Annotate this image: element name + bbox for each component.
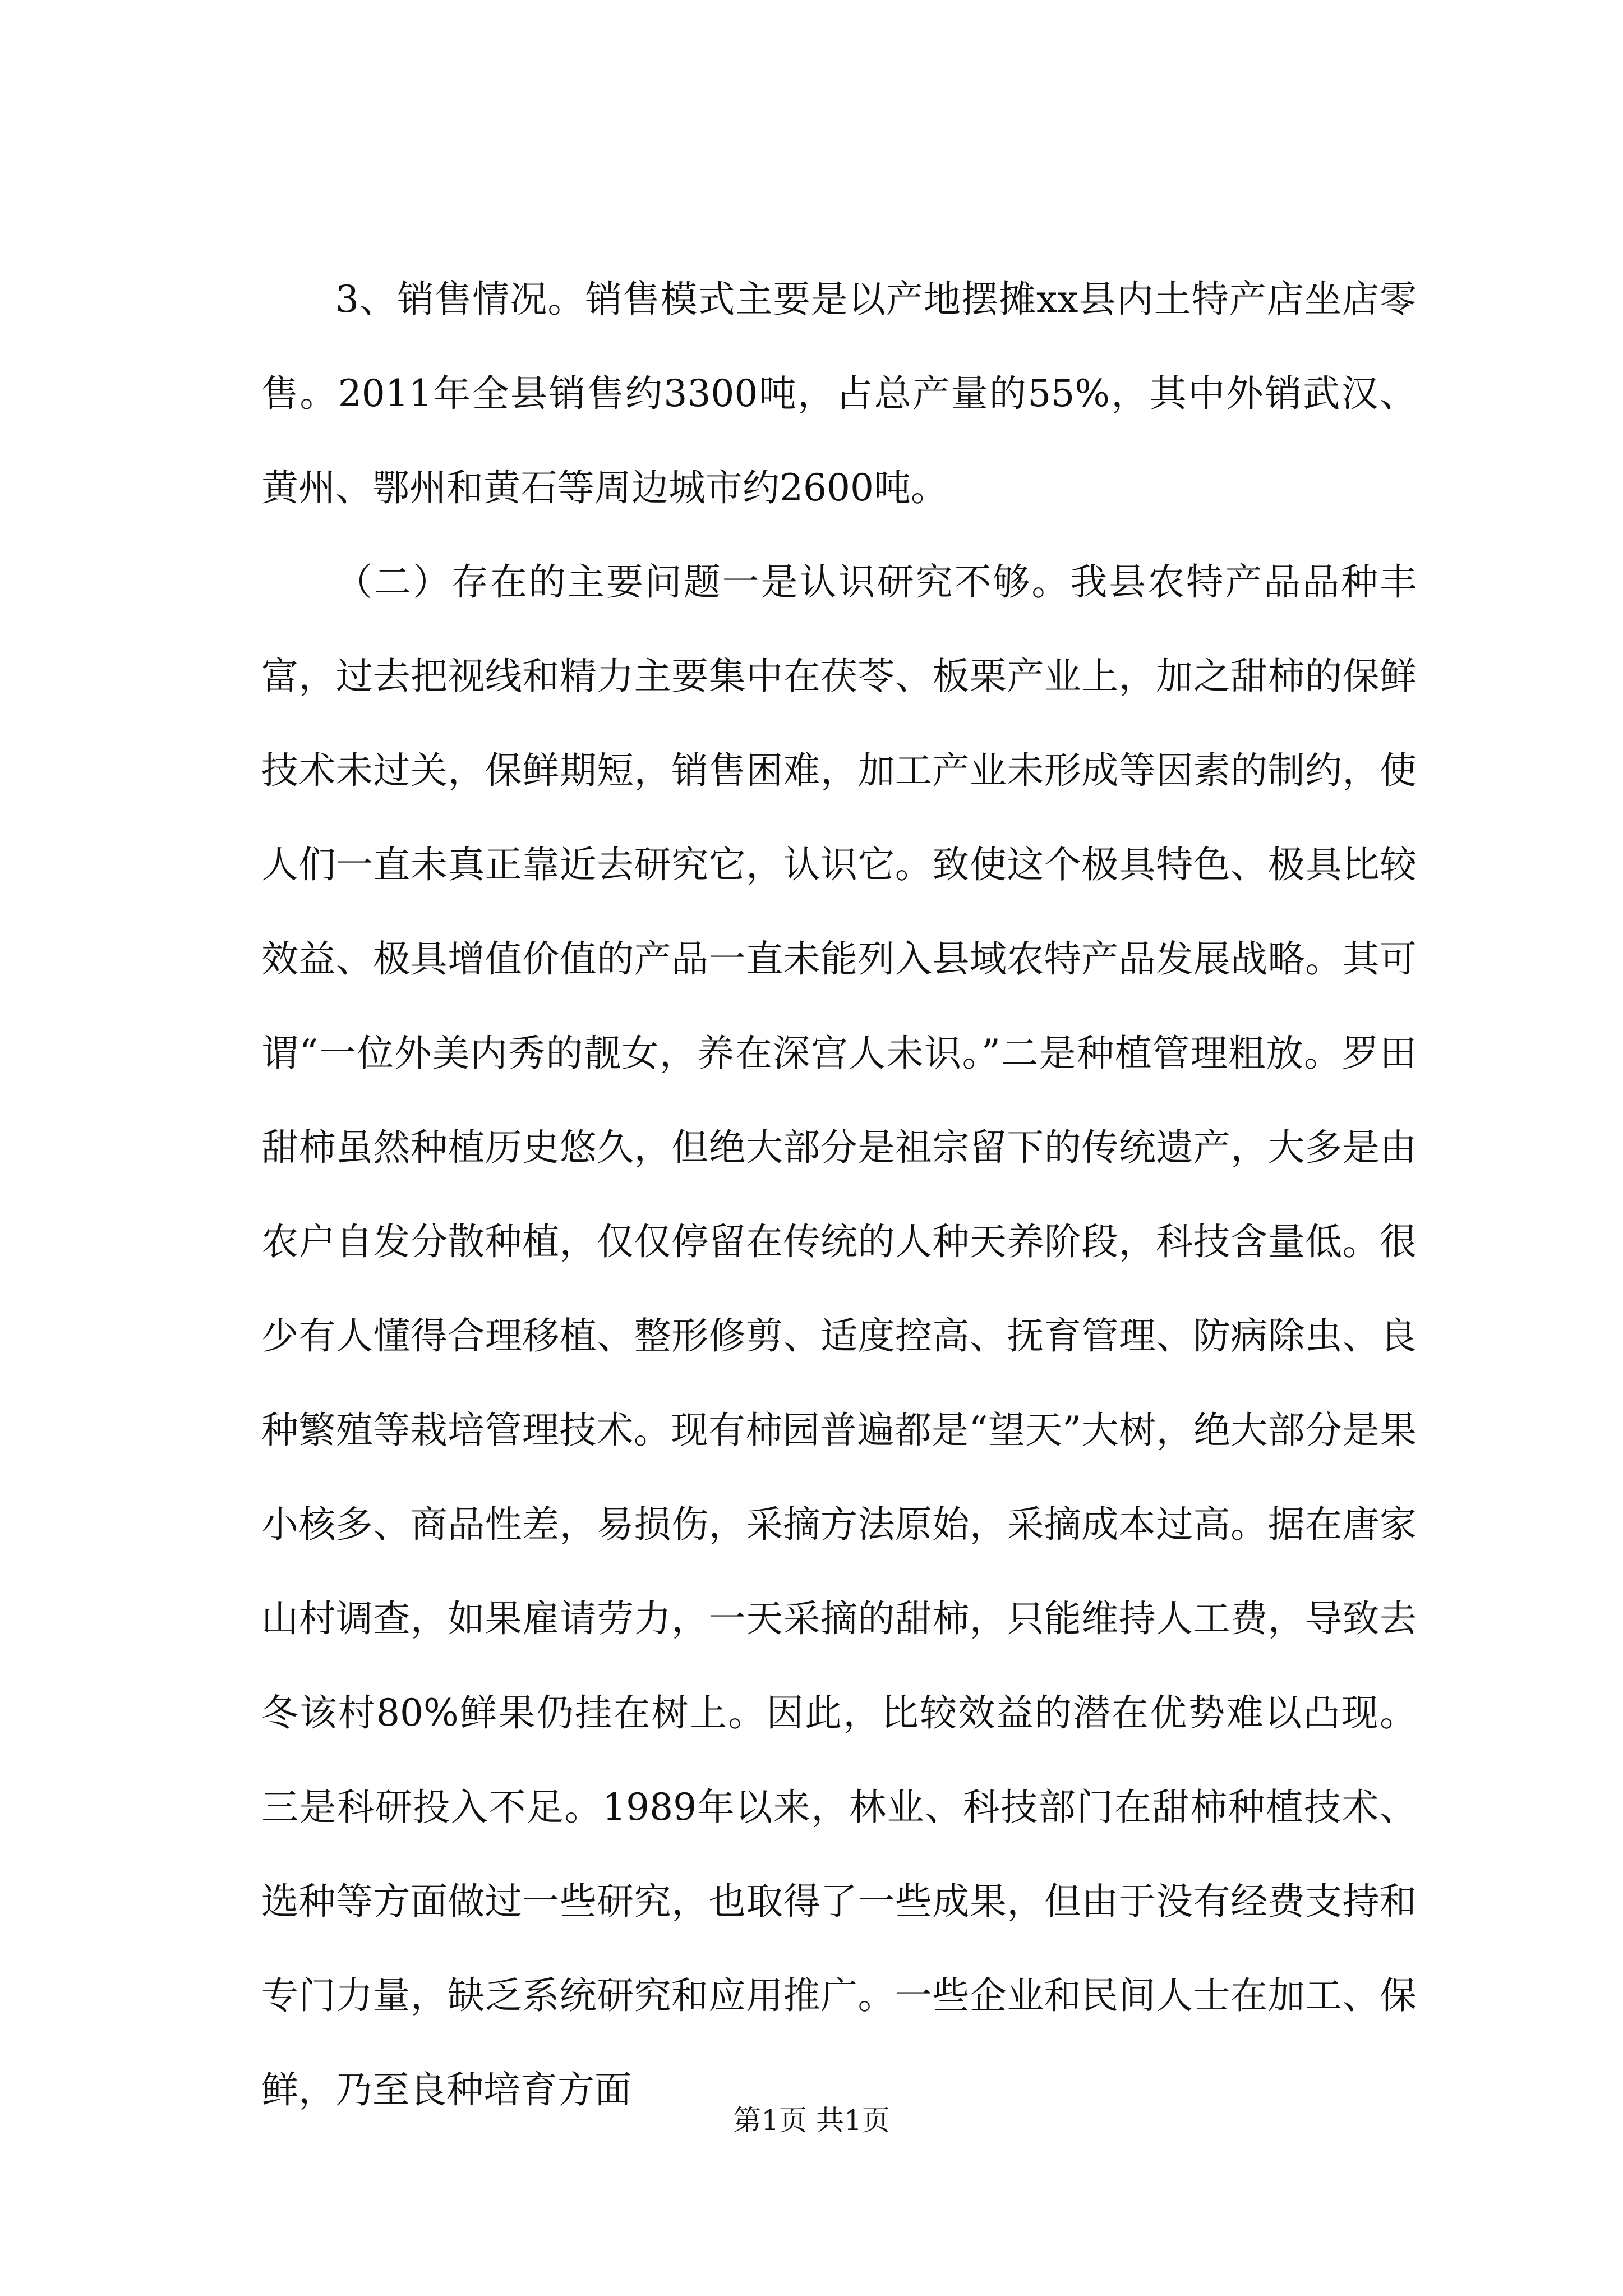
paragraph-problems: （二）存在的主要问题一是认识研究不够。我县农特产品品种丰富，过去把视线和精力主要集中在茯苓、板栗产业上，加之甜柿的保鲜技术未过关，保鲜期短，销售困难，加工产业未形成等因素的制约，使人们一直未真正靠近去研究它，认识它。致使这个极具特色、极具比较效益、极具增值价值的产品一直未能列入县域农特产品发展战略。其可谓“一位外美内秀的靓女，养在深宫人未识。”二是种植管理粗放。罗田甜柿虽然种植历史悠久，但绝大部分是祖宗留下的传统遗产，大多是由农户自发分散种植，仅仅停留在传统的人种天养阶段，科技含量低。很少有人懂得合理移植、整形修剪、适度控高、抚育管理、防病除虫、良种繁殖等栽培管理技术。现有柿园普遍都是“望天”大树，绝大部分是果小核多、商品性差，易损伤，采摘方法原始，采摘成本过高。据在唐家山村调查，如果雇请劳力，一天采摘的甜柿，只能维持人工费，导致去冬该村80%鲜果仍挂在树上。因此，比较效益的潜在优势难以凸现。三是科研投入不足。1989年以来，林业、科技部门在甜柿种植技术、选种等方面做过一些研究，也取得了一些成果，但由于没有经费支持和专门力量，缺乏系统研究和应用推广。一些企业和民间人士在加工、保鲜，乃至良种培育方面 [261,560,1417,2111]
page-footer: 第1页 共1页 [733,2104,890,2137]
paragraph-sales: 3、销售情况。销售模式主要是以产地摆摊xx县内土特产店坐店零售。2011年全县销售约3300吨，占总产量的55%，其中外销武汉、黄州、鄂州和黄石等周边城市约2600吨。 [261,278,1417,509]
document-body [261,252,1417,2137]
